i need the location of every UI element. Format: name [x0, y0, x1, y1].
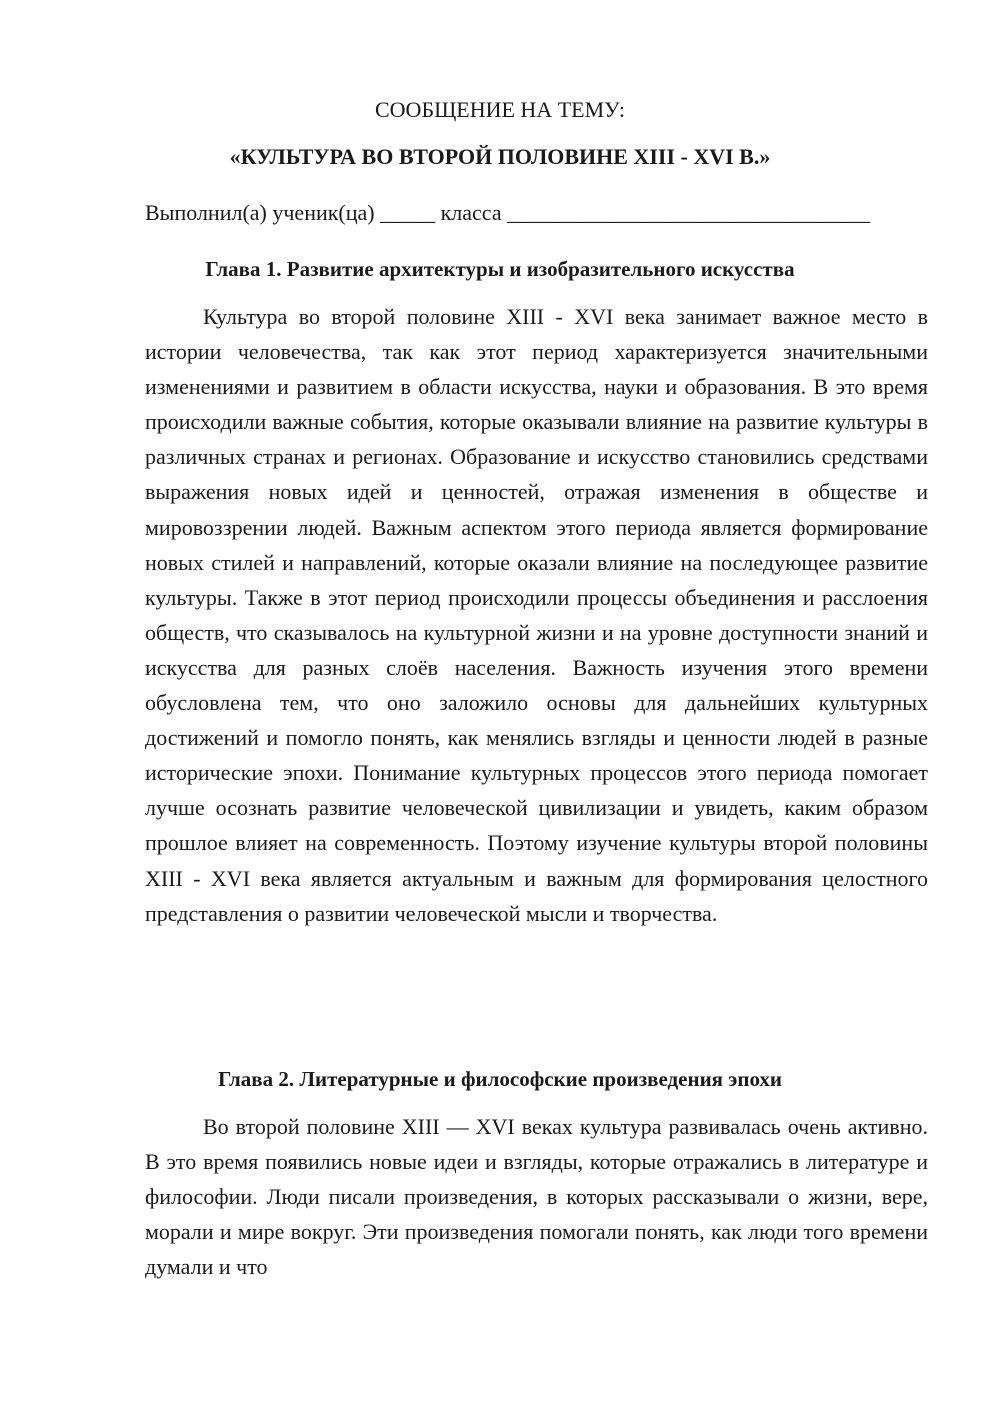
chapter-1-paragraph: Культура во второй половине XIII - XVI века занимает важное место в истории человечества, так как этот период характеризуется значительными изменениями и развитием в области искусства, науки и образования. В это время происходили важные события, которые оказывали влияние на развитие культуры в различных странах и регионах. Образование и искусство становились средствами выражения новых идей и ценностей, отражая изменения в обществе и мировоззрении людей. Важным аспектом этого периода является формирование новых стилей и направлений, которые оказали влияние на последующее развитие культуры. Также в этот период происходили процессы объединения и расслоения обществ, что сказывалось на культурной жизни и на уровне доступности знаний и искусства для разных слоёв населения. Важность изучения этого времени обусловлена тем, что оно заложило основы для дальнейших культурных достижений и помогло понять, как менялись взгляды и ценности людей в разные исторические эпохи. Понимание культурных процессов этого периода помогает лучше осознать развитие человеческой цивилизации и увидеть, каким образом прошлое влияет на современность. Поэтому изучение культуры второй половины XIII - XVI века является актуальным и важным для формирования целостного представления о развитии человеческой мысли и творчества. [145, 304, 928, 926]
document-title-line-1: СООБЩЕНИЕ НА ТЕМУ: [375, 97, 625, 122]
chapter-2-paragraph: Во второй половине XIII — XVI веках культура развивалась очень активно. В это время появились новые идеи и взгляды, которые отражались в литературе и философии. Люди писали произведения, в которых рассказывали о жизни, вере, морали и мире вокруг. Эти произведения помогали понять, как люди того времени думали и что [145, 1114, 928, 1280]
chapter-2-heading: Глава 2. Литературные и философские произведения эпохи [217, 1067, 783, 1091]
document-title-line-2: «КУЛЬТУРА ВО ВТОРОЙ ПОЛОВИНЕ XIII - XVI В.» [229, 144, 771, 169]
chapter-1-heading: Глава 1. Развитие архитектуры и изобразительного искусства [205, 257, 795, 281]
author-line: Выполнил(а) ученик(ца) _____ класса _________________________________ [145, 200, 871, 225]
